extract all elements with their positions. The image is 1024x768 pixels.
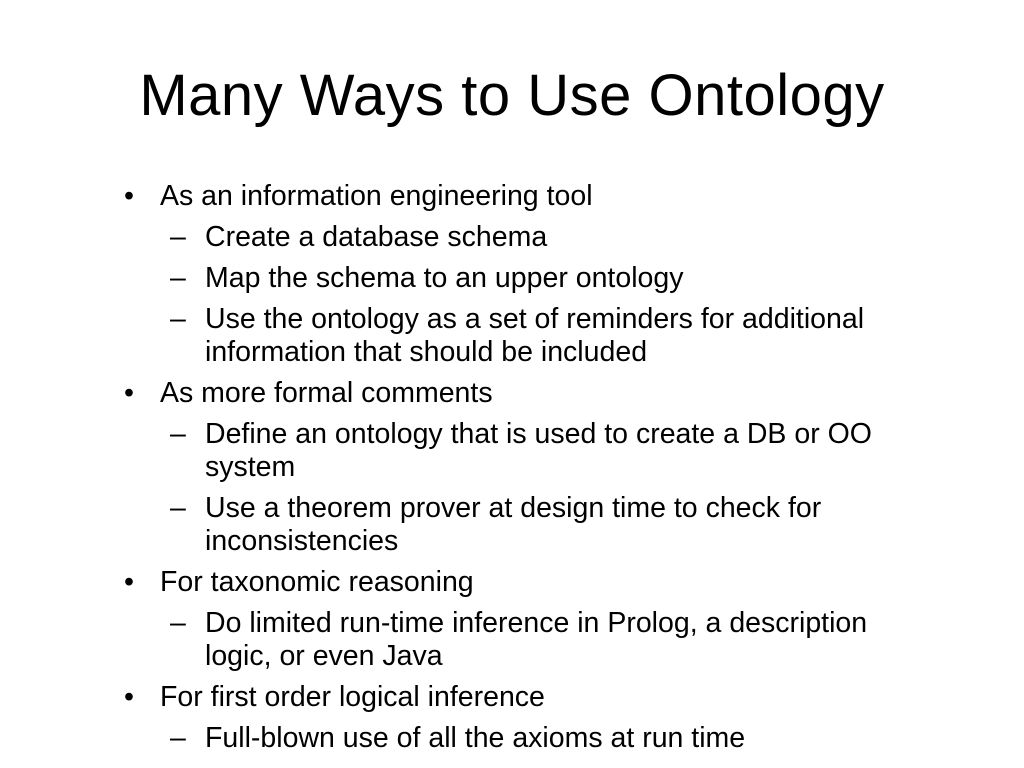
- sub-bullet-item: [160, 262, 920, 295]
- sub-bullet-text: Full-blown use of all the axioms at run time: [205, 722, 746, 754]
- sub-bullet-list: [160, 722, 920, 755]
- bullet-marker: •: [124, 180, 134, 212]
- bullet-item: [120, 566, 920, 673]
- sub-bullet-list: [160, 221, 920, 369]
- sub-bullet-text: Use a theorem prover at design time to check for inconsistencies: [205, 492, 822, 557]
- bullet-text: For first order logical inference: [160, 681, 545, 713]
- bullet-text: For taxonomic reasoning: [160, 566, 474, 598]
- dash-marker: –: [170, 303, 186, 335]
- sub-bullet-item: [160, 418, 920, 484]
- sub-bullet-text: Define an ontology that is used to create a DB or OO system: [205, 418, 872, 483]
- bullet-text: As an information engineering tool: [160, 180, 593, 212]
- sub-bullet-item: [160, 492, 920, 558]
- dash-marker: –: [170, 262, 186, 294]
- bullet-marker: •: [124, 681, 134, 713]
- sub-bullet-item: [160, 607, 920, 673]
- dash-marker: –: [170, 607, 186, 639]
- dash-marker: –: [170, 418, 186, 450]
- bullet-marker: •: [124, 377, 134, 409]
- sub-bullet-item: [160, 722, 920, 755]
- bullet-list: [120, 180, 920, 755]
- slide-title: Many Ways to Use Ontology: [139, 63, 885, 128]
- sub-bullet-list: [160, 607, 920, 673]
- dash-marker: –: [170, 722, 186, 754]
- bullet-marker: •: [124, 566, 134, 598]
- sub-bullet-item: [160, 221, 920, 254]
- sub-bullet-text: Use the ontology as a set of reminders for additional information that should be included: [205, 303, 865, 368]
- dash-marker: –: [170, 492, 186, 524]
- sub-bullet-list: [160, 418, 920, 558]
- sub-bullet-text: Create a database schema: [205, 221, 548, 253]
- bullet-text: As more formal comments: [160, 377, 493, 409]
- bullet-item: [120, 377, 920, 558]
- sub-bullet-item: [160, 303, 920, 369]
- bullet-item: [120, 180, 920, 369]
- sub-bullet-text: Map the schema to an upper ontology: [205, 262, 684, 294]
- dash-marker: –: [170, 221, 186, 253]
- bullet-item: [120, 681, 920, 755]
- sub-bullet-text: Do limited run-time inference in Prolog, a description logic, or even Java: [205, 607, 868, 672]
